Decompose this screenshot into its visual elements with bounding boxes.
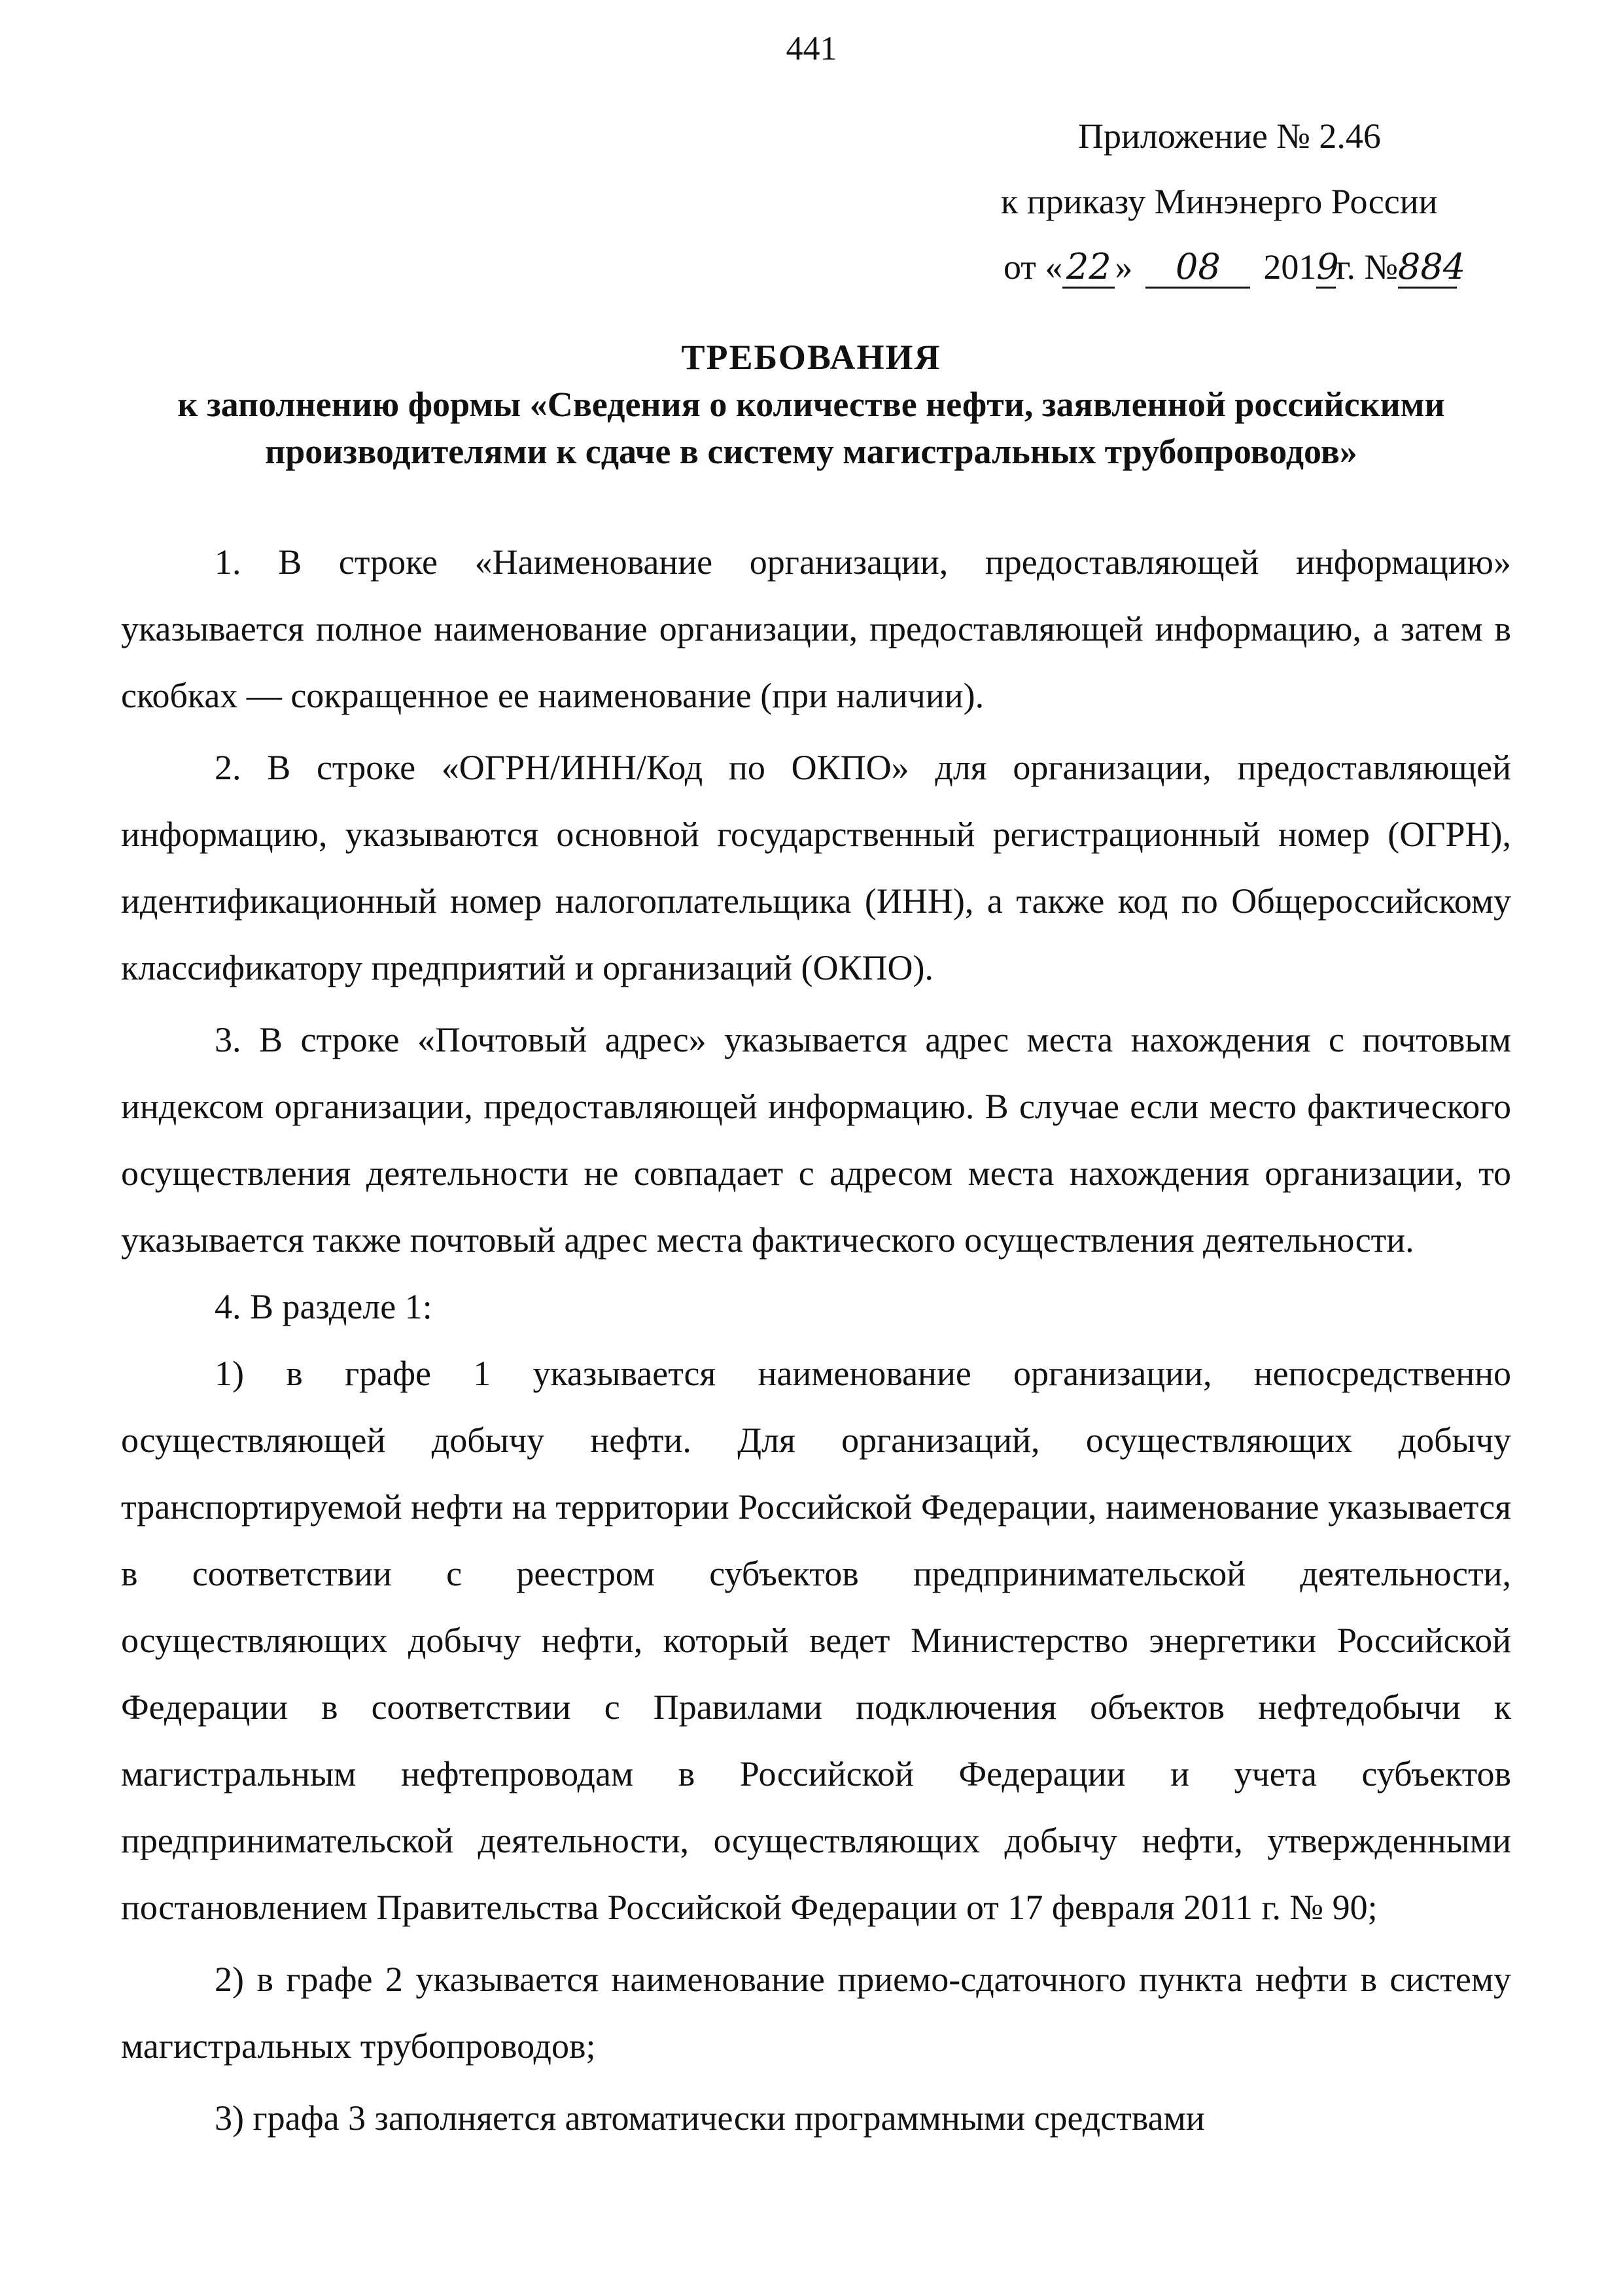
date-mid: » xyxy=(1115,247,1133,287)
document-body xyxy=(121,529,1511,2151)
appendix-number: Приложение № 2.46 xyxy=(1078,116,1381,156)
appendix-date-line xyxy=(1001,234,1524,300)
handwritten-order-number: 884 xyxy=(1397,246,1466,287)
paragraph-4-item-3: 3) графа 3 заполняется автоматически программными средствами xyxy=(215,2098,1205,2138)
handwritten-month: 08 xyxy=(1145,247,1250,289)
number-prefix: г. № xyxy=(1336,247,1398,287)
appendix-order-reference: к приказу Минэнерго России xyxy=(1001,182,1438,221)
handwritten-year-digit: 9 xyxy=(1316,246,1339,287)
title-line-1: к заполнению формы «Сведения о количестве нефти, заявленной российскими xyxy=(177,385,1445,424)
paragraph-2: 2. В строке «ОГРН/ИНН/Код по ОКПО» для организации, предоставляющей информацию, указываются основной государственный регистрационный номер (ОГРН), идентификационный номер налогоплательщика (ИНН), а также код по Общероссийскому классификатору предприятий и организаций (ОКПО). xyxy=(121,748,1511,987)
handwritten-day: 22 xyxy=(1062,247,1115,289)
title-heading: ТРЕБОВАНИЯ xyxy=(681,338,941,377)
paragraph-4-item-2: 2) в графе 2 указывается наименование приемо-сдаточного пункта нефти в систему магистральных трубопроводов; xyxy=(121,1960,1511,2066)
document-title xyxy=(111,334,1511,475)
title-line-2: производителями к сдаче в систему магистральных трубопроводов» xyxy=(265,432,1357,471)
appendix-reference xyxy=(1001,103,1524,300)
page-number: 441 xyxy=(786,30,837,67)
year-prefix: 201 xyxy=(1263,247,1317,287)
date-prefix: от « xyxy=(1003,247,1063,287)
paragraph-4-item-1: 1) в графе 1 указывается наименование организации, непосредственно осуществляющей добычу нефти. Для организаций, осуществляющих добычу транспортируемой нефти на территории Российской Федерации, наименование указывается в соответствии с реестром субъектов предпринимательской деятельности, осуществляющих добычу нефти, который ведет Министерство энергетики Российской Федерации в соответствии с Правилами подключения объектов нефтедобычи к магистральным нефтепроводам в Российской Федерации и учета субъектов предпринимательской деятельности, осуществляющих добычу нефти, утвержденными постановлением Правительства Российской Федерации от 17 февраля 2011 г. № 90; xyxy=(121,1354,1511,1927)
paragraph-1: 1. В строке «Наименование организации, предоставляющей информацию» указывается полное наименование организации, предоставляющей информацию, а затем в скобках — сокращенное ее наименование (при наличии). xyxy=(121,542,1511,715)
paragraph-4: 4. В разделе 1: xyxy=(215,1287,432,1326)
paragraph-3: 3. В строке «Почтовый адрес» указывается адрес места нахождения с почтовым индексом организации, предоставляющей информацию. В случае если место фактического осуществления деятельности не совпадает с адресом места нахождения организации, то указывается также почтовый адрес места фактического осуществления деятельности. xyxy=(121,1020,1511,1260)
